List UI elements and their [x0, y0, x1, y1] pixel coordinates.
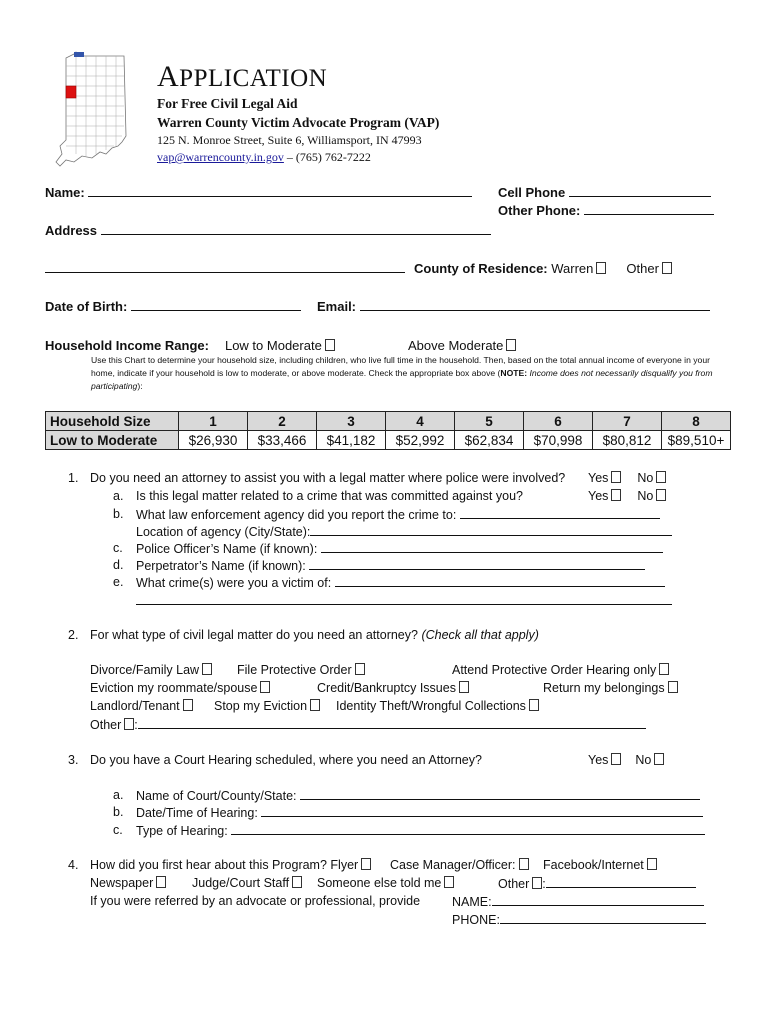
q3-yes-no: Yes No: [588, 753, 664, 767]
income-note: Use this Chart to determine your household size, including children, who live full time in the household. Then, based on the total annual income of everyone in your home, indicate if your household is low to moderate, or above moderate. Check the appropriate box above (NOTE: Income does not necessarily disqualify you from participating):: [91, 355, 713, 391]
q3-yes-checkbox[interactable]: [611, 753, 621, 765]
q1e-field: What crime(s) were you a victim of:: [136, 575, 665, 590]
q4-other-checkbox[interactable]: [532, 877, 542, 889]
q1d-field: Perpetrator’s Name (if known):: [136, 558, 645, 573]
name-field: Name:: [45, 185, 472, 200]
q1b-location: Location of agency (City/State):: [136, 524, 672, 539]
q3-text: Do you have a Court Hearing scheduled, where you need an Attorney?: [90, 753, 482, 767]
contact-line: [157, 150, 371, 165]
q3b-letter: b.: [113, 805, 124, 819]
indiana-map-logo: [52, 50, 138, 170]
income-above: Above Moderate: [408, 338, 516, 353]
opt-file-po: File Protective Order: [237, 663, 365, 677]
low-moderate-label: Low to Moderate: [46, 431, 179, 450]
q1a-no-checkbox[interactable]: [656, 489, 666, 501]
size-cell: 8: [662, 412, 731, 431]
q1-text: Do you need an attorney to assist you with a legal matter where police were involved?: [90, 471, 566, 485]
q3c-line[interactable]: [231, 823, 705, 835]
q1e-line[interactable]: [335, 575, 665, 587]
opt-other: Other :: [90, 717, 646, 732]
facebook-checkbox[interactable]: [647, 858, 657, 870]
stop-eviction-checkbox[interactable]: [310, 699, 320, 711]
q3a-letter: a.: [113, 788, 124, 802]
q1e-letter: e.: [113, 575, 124, 589]
email-link[interactable]: vap@warrencounty.in.gov: [157, 150, 284, 164]
cell-phone-field: Cell Phone: [498, 185, 711, 200]
household-size-row: [46, 412, 731, 431]
q1-no-checkbox[interactable]: [656, 471, 666, 483]
opt-q4-other: Other :: [498, 876, 696, 891]
amount-cell: $41,182: [317, 431, 386, 450]
q1b-line[interactable]: [460, 507, 660, 519]
q2-hint: (Check all that apply): [421, 628, 539, 642]
q1-number: 1.: [68, 471, 79, 485]
email-line[interactable]: [360, 299, 710, 311]
q4-number: 4.: [68, 858, 79, 872]
income-table: [45, 411, 731, 450]
amount-cell: $52,992: [386, 431, 455, 450]
opt-return: Return my belongings: [543, 681, 678, 695]
county-field: County of Residence: Warren Other: [414, 261, 672, 276]
amount-cell: $70,998: [524, 431, 593, 450]
flyer-checkbox[interactable]: [361, 858, 371, 870]
address-field: Address: [45, 223, 491, 238]
q1d-line[interactable]: [309, 558, 645, 570]
q3a-field: Name of Court/County/State:: [136, 788, 700, 803]
q3b-line[interactable]: [261, 805, 703, 817]
q2-text: For what type of civil legal matter do you need an attorney? (Check all that apply): [90, 628, 539, 642]
program-phone: – (765) 762-7222: [286, 150, 371, 164]
return-checkbox[interactable]: [668, 681, 678, 693]
opt-stop-eviction: Stop my Eviction: [214, 699, 320, 713]
household-size-label: Household Size: [46, 412, 179, 431]
q1a-yes-no: Yes No: [588, 489, 666, 503]
cell-phone-line[interactable]: [569, 185, 711, 197]
referrer-phone-line[interactable]: [500, 912, 706, 924]
opt-landlord: Landlord/Tenant: [90, 699, 193, 713]
q1a-letter: a.: [113, 489, 124, 503]
q1b-field: What law enforcement agency did you report the crime to:: [136, 507, 660, 522]
address-line-2: [45, 261, 405, 276]
size-cell: 3: [317, 412, 386, 431]
program-name: Warren County Victim Advocate Program (VAP): [157, 115, 440, 130]
eviction-roommate-checkbox[interactable]: [260, 681, 270, 693]
q4-text: How did you first hear about this Program? Flyer: [90, 858, 371, 872]
q1e-line-2-blank[interactable]: [136, 593, 672, 605]
q1b-location-line[interactable]: [310, 524, 672, 536]
q2-other-checkbox[interactable]: [124, 718, 134, 730]
dob-field: Date of Birth:: [45, 299, 301, 314]
page-title: APPLICATION: [157, 60, 328, 93]
q1b-letter: b.: [113, 507, 124, 521]
someone-checkbox[interactable]: [444, 876, 454, 888]
referrer-name-line[interactable]: [492, 894, 704, 906]
other-phone-field: Other Phone:: [498, 203, 714, 218]
size-cell: 4: [386, 412, 455, 431]
low-moderate-row: [46, 431, 731, 450]
attend-po-checkbox[interactable]: [659, 663, 669, 675]
opt-divorce: Divorce/Family Law: [90, 663, 212, 677]
opt-case-manager: Case Manager/Officer:: [390, 858, 529, 872]
subtitle: For Free Civil Legal Aid: [157, 96, 298, 111]
divorce-checkbox[interactable]: [202, 663, 212, 675]
opt-credit: Credit/Bankruptcy Issues: [317, 681, 469, 695]
opt-eviction-roommate: Eviction my roommate/spouse: [90, 681, 270, 695]
judge-checkbox[interactable]: [292, 876, 302, 888]
program-address: 125 N. Monroe Street, Suite 6, Williamsport, IN 47993: [157, 133, 422, 147]
amount-cell: $89,510+: [662, 431, 731, 450]
q1a-yes-checkbox[interactable]: [611, 489, 621, 501]
case-manager-checkbox[interactable]: [519, 858, 529, 870]
opt-judge: Judge/Court Staff: [192, 876, 302, 890]
amount-cell: $62,834: [455, 431, 524, 450]
q3a-line[interactable]: [300, 788, 700, 800]
size-cell: 6: [524, 412, 593, 431]
opt-someone: Someone else told me: [317, 876, 454, 890]
q3-no-checkbox[interactable]: [654, 753, 664, 765]
q3c-field: Type of Hearing:: [136, 823, 705, 838]
name-line[interactable]: [88, 185, 472, 197]
address-line-2-blank[interactable]: [45, 261, 405, 273]
income-low-checkbox[interactable]: [325, 339, 335, 351]
q2-other-line[interactable]: [138, 717, 646, 729]
size-cell: 1: [179, 412, 248, 431]
amount-cell: $26,930: [179, 431, 248, 450]
q3-number: 3.: [68, 753, 79, 767]
referrer-phone-field: PHONE:: [452, 912, 706, 927]
q4-other-line[interactable]: [546, 876, 696, 888]
q1d-letter: d.: [113, 558, 124, 572]
q3c-letter: c.: [113, 823, 123, 837]
file-po-checkbox[interactable]: [355, 663, 365, 675]
q1-yes-no: Yes No: [588, 471, 666, 485]
opt-newspaper: Newspaper: [90, 876, 166, 890]
q3b-field: Date/Time of Hearing:: [136, 805, 703, 820]
q2-number: 2.: [68, 628, 79, 642]
q1e-line-2: [136, 593, 672, 608]
q1c-line[interactable]: [321, 541, 663, 553]
dob-line[interactable]: [131, 299, 301, 311]
landlord-checkbox[interactable]: [183, 699, 193, 711]
email-field: Email:: [317, 299, 710, 314]
other-phone-line[interactable]: [584, 203, 714, 215]
income-above-checkbox[interactable]: [506, 339, 516, 351]
identity-checkbox[interactable]: [529, 699, 539, 711]
size-cell: 5: [455, 412, 524, 431]
amount-cell: $80,812: [593, 431, 662, 450]
q1c-field: Police Officer’s Name (if known):: [136, 541, 663, 556]
county-warren-checkbox[interactable]: [596, 262, 606, 274]
opt-attend-po: Attend Protective Order Hearing only: [452, 663, 669, 677]
amount-cell: $33,466: [248, 431, 317, 450]
newspaper-checkbox[interactable]: [156, 876, 166, 888]
q1-yes-checkbox[interactable]: [611, 471, 621, 483]
address-line[interactable]: [101, 223, 491, 235]
opt-facebook: Facebook/Internet: [543, 858, 657, 872]
size-cell: 7: [593, 412, 662, 431]
county-other-checkbox[interactable]: [662, 262, 672, 274]
opt-identity: Identity Theft/Wrongful Collections: [336, 699, 539, 713]
size-cell: 2: [248, 412, 317, 431]
credit-checkbox[interactable]: [459, 681, 469, 693]
referrer-name-field: NAME:: [452, 894, 704, 909]
income-range: Household Income Range: Low to Moderate: [45, 338, 335, 353]
q4-referred-text: If you were referred by an advocate or professional, provide: [90, 894, 421, 908]
q1c-letter: c.: [113, 541, 123, 555]
q1a-text: Is this legal matter related to a crime that was committed against you?: [136, 489, 523, 503]
